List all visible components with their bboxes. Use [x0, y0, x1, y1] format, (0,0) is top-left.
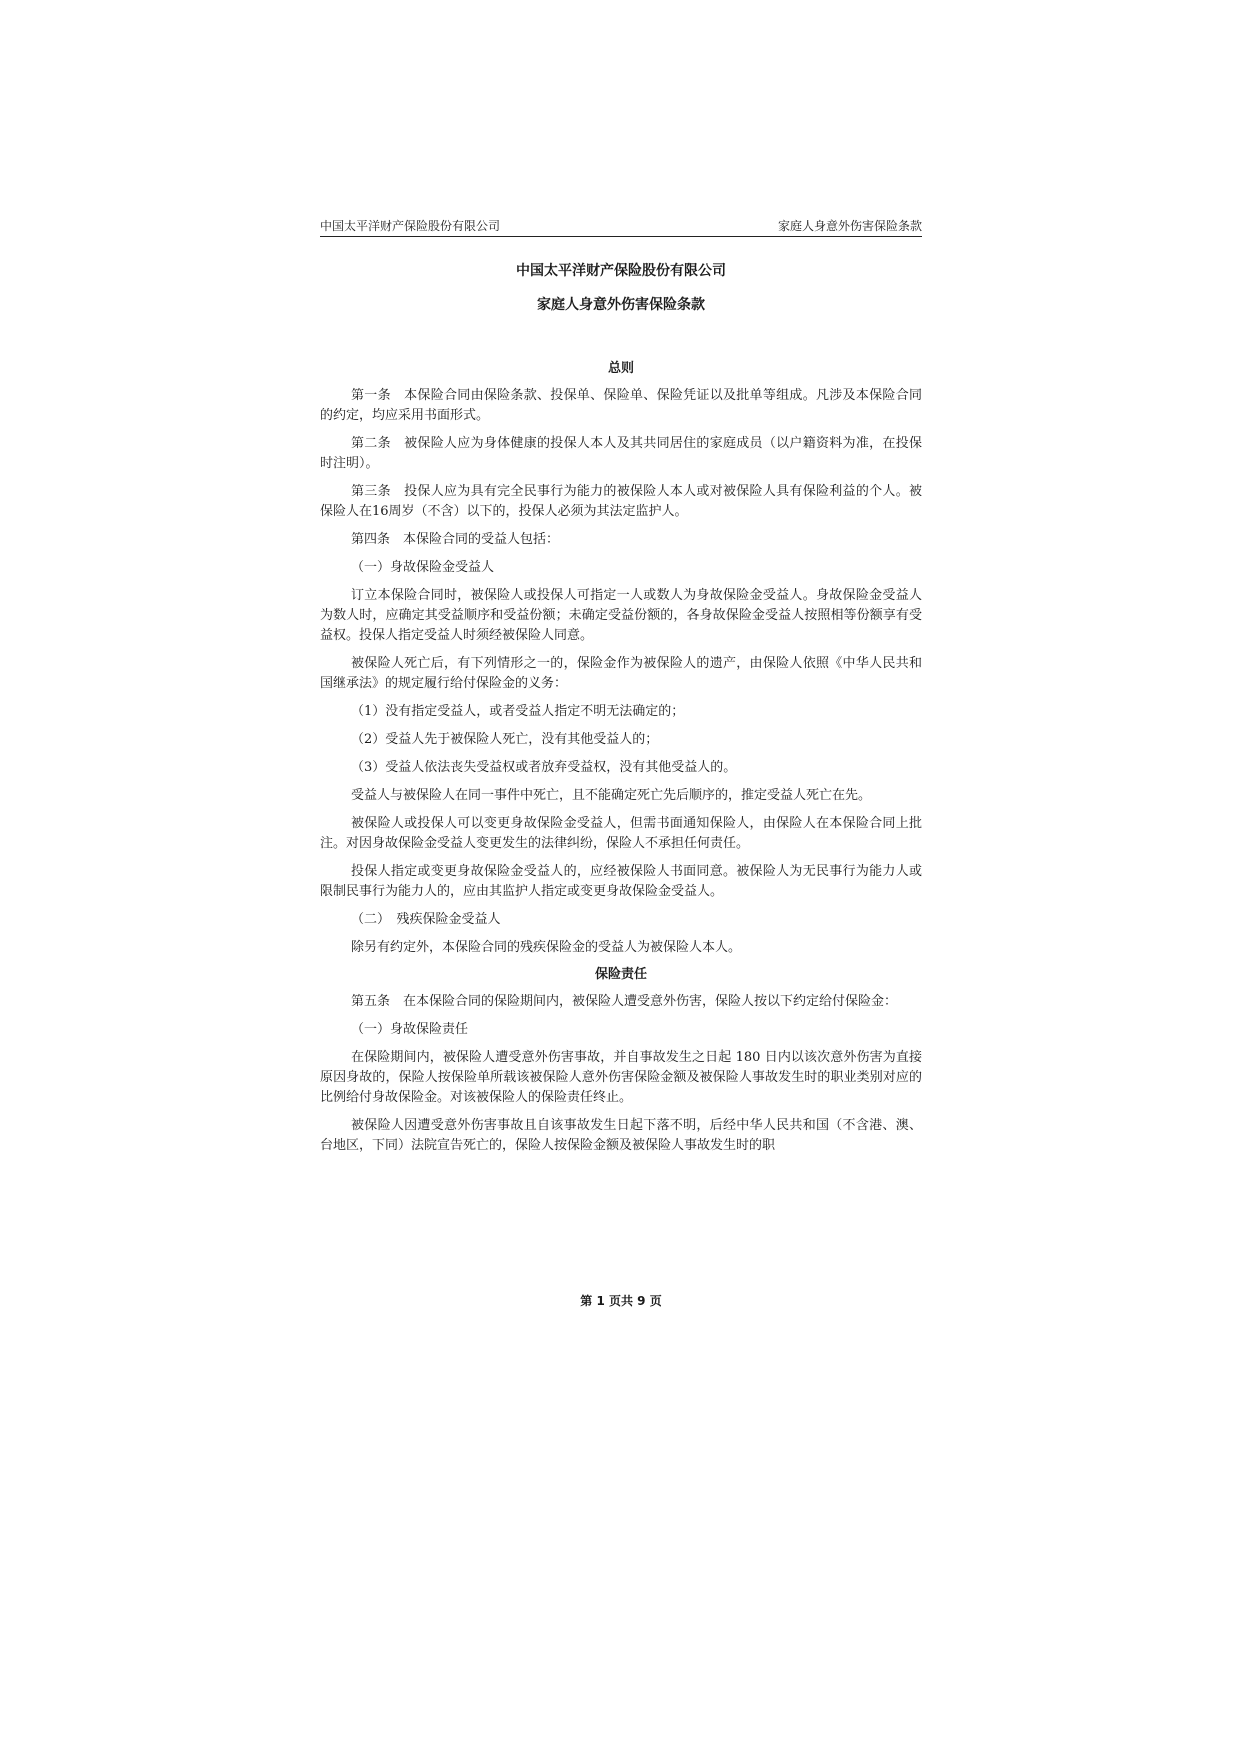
clause-paragraph: （3）受益人依法丧失受益权或者放弃受益权，没有其他受益人的。	[351, 760, 737, 775]
document-company-title: 中国太平洋财产保险股份有限公司	[516, 263, 726, 279]
clause-paragraph: 第五条 在本保险合同的保险期间内，被保险人遭受意外伤害，保险人按以下约定给付保险金：	[351, 994, 898, 1009]
document-body	[320, 356, 922, 1164]
clause-paragraph: 第一条 本保险合同由保险条款、投保单、保险单、保险凭证以及批单等组成。凡涉及本保险合同的约定，均应采用书面形式。	[320, 388, 922, 423]
clause-paragraph: （二） 残疾保险金受益人	[351, 912, 501, 927]
clause-paragraph: （2）受益人先于被保险人死亡，没有其他受益人的；	[351, 732, 659, 747]
page-number: 第 1 页共 9 页	[580, 1294, 662, 1308]
clause-paragraph: 第二条 被保险人应为身体健康的投保人本人及其共同居住的家庭成员（以户籍资料为准，在投保时注明）。	[320, 436, 922, 471]
clause-paragraph: 被保险人因遭受意外伤害事故且自该事故发生日起下落不明，后经中华人民共和国（不含港、澳、台地区，下同）法院宣告死亡的，保险人按保险金额及被保险人事故发生时的职	[320, 1118, 922, 1153]
clause-paragraph: 第三条 投保人应为具有完全民事行为能力的被保险人本人或对被保险人具有保险利益的个人。被保险人在16周岁（不含）以下的，投保人必须为其法定监护人。	[320, 484, 922, 519]
clause-paragraph: （一）身故保险责任	[351, 1022, 469, 1037]
section-heading-liability: 保险责任	[594, 967, 647, 982]
clause-paragraph: 第四条 本保险合同的受益人包括：	[351, 532, 560, 547]
page-header	[320, 216, 922, 237]
clause-paragraph: 除另有约定外，本保险合同的残疾保险金的受益人为被保险人本人。	[351, 940, 742, 955]
header-company: 中国太平洋财产保险股份有限公司	[320, 219, 501, 233]
section-heading-general: 总则	[607, 361, 634, 376]
clause-paragraph: 订立本保险合同时，被保险人或投保人可指定一人或数人为身故保险金受益人。身故保险金受益人为数人时，应确定其受益顺序和受益份额；未确定受益份额的，各身故保险金受益人按照相等份额享有受益权。投保人指定受益人时须经被保险人同意。	[320, 588, 922, 643]
clause-paragraph: 受益人与被保险人在同一事件中死亡，且不能确定死亡先后顺序的，推定受益人死亡在先。	[351, 788, 872, 803]
clause-paragraph: （1）没有指定受益人，或者受益人指定不明无法确定的；	[351, 704, 685, 719]
clause-paragraph: 在保险期间内，被保险人遭受意外伤害事故，并自事故发生之日起 180 日内以该次意外伤害为直接原因身故的，保险人按保险单所载该被保险人意外伤害保险金额及被保险人事故发生时的职业类别对应的比例给付身故保险金。对该被保险人的保险责任终止。	[320, 1050, 922, 1105]
clause-paragraph: 投保人指定或变更身故保险金受益人的，应经被保险人书面同意。被保险人为无民事行为能力人或限制民事行为能力人的，应由其监护人指定或变更身故保险金受益人。	[320, 864, 922, 899]
clause-paragraph: 被保险人或投保人可以变更身故保险金受益人，但需书面通知保险人，由保险人在本保险合同上批注。对因身故保险金受益人变更发生的法律纠纷，保险人不承担任何责任。	[320, 816, 922, 851]
document-title: 家庭人身意外伤害保险条款	[537, 297, 705, 313]
clause-paragraph: （一）身故保险金受益人	[351, 560, 495, 575]
header-doc-title: 家庭人身意外伤害保险条款	[777, 219, 922, 233]
clause-paragraph: 被保险人死亡后，有下列情形之一的，保险金作为被保险人的遗产，由保险人依照《中华人民共和国继承法》的规定履行给付保险金的义务：	[320, 656, 922, 691]
